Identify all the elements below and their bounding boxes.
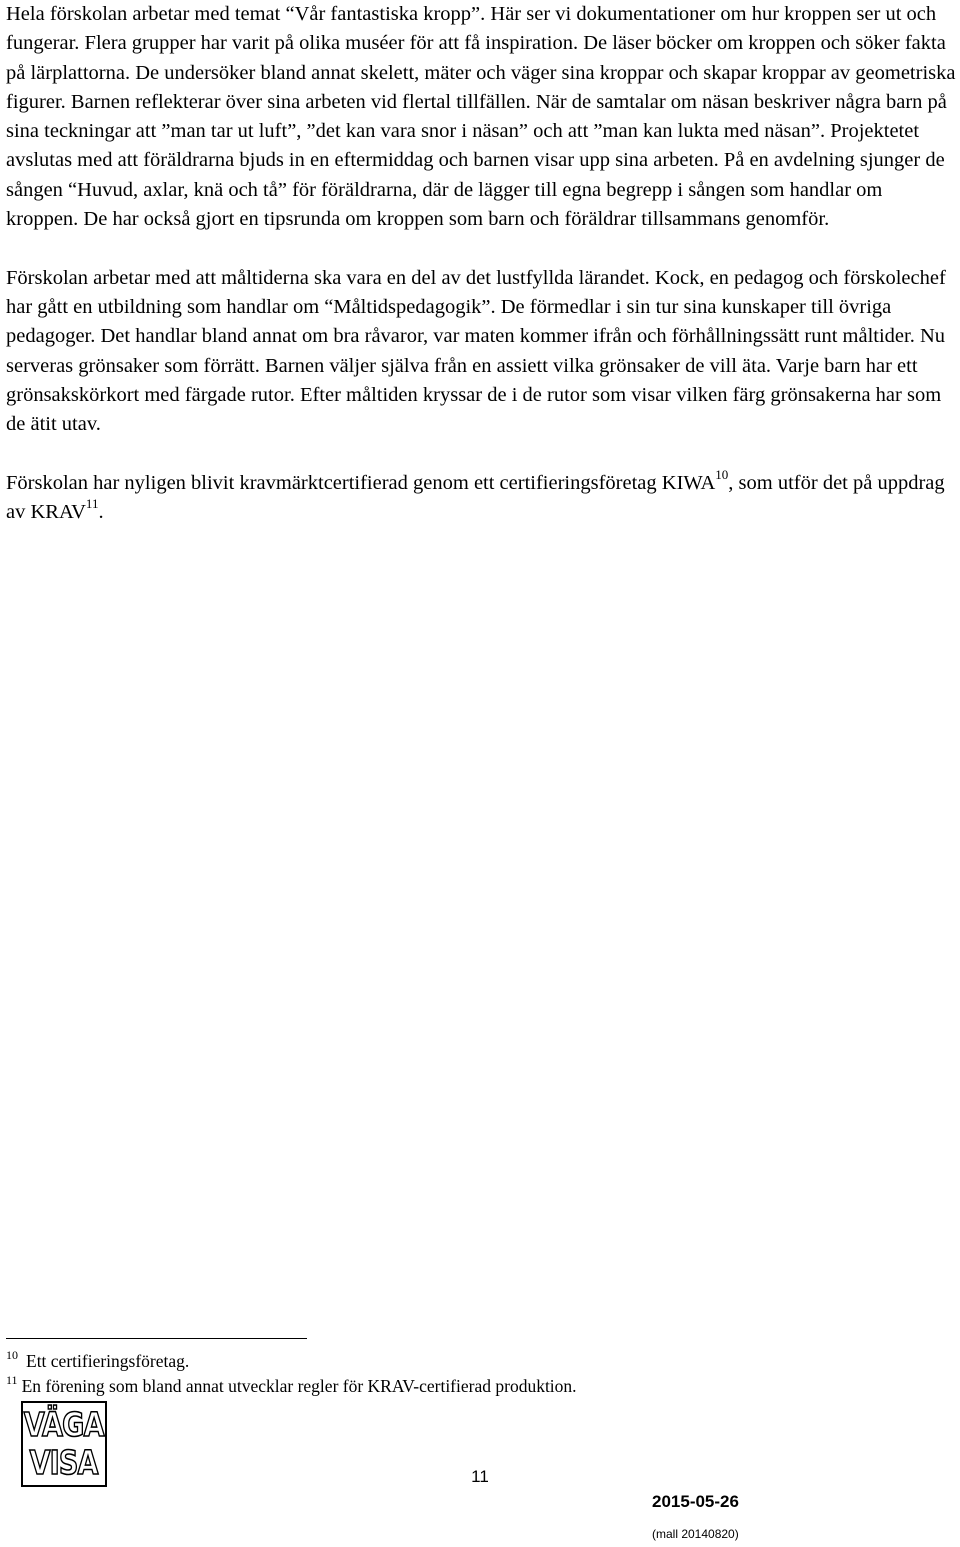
logo-line-1: VÄGA	[24, 1405, 104, 1444]
page-number: 11	[471, 1467, 489, 1486]
footnote-ref-11[interactable]: 11	[85, 496, 99, 512]
footnote-number: 11	[6, 1373, 18, 1388]
template-reference: (mall 20140820)	[652, 1527, 739, 1541]
footnote-10	[6, 1350, 189, 1372]
footnote-number: 10	[6, 1348, 18, 1363]
footnote-text: Ett certifieringsföretag.	[26, 1351, 190, 1371]
paragraph-certification-text-c: .	[98, 501, 104, 524]
document-date: 2015-05-26	[652, 1492, 739, 1511]
footnote-text: En förening som bland annat utvecklar regler för KRAV-certifierad produktion.	[21, 1376, 577, 1396]
footnote-separator	[6, 1338, 307, 1339]
paragraph-certification	[6, 466, 956, 528]
body-text	[6, 0, 956, 557]
footnote-ref-10[interactable]: 10	[715, 466, 729, 482]
paragraph-certification-text-b: , som utför det på uppdrag av KRAV	[6, 471, 945, 524]
paragraph-certification-text-a: Förskolan har nyligen blivit kravmärktcertifierad genom ett certifieringsföretag KIWA	[6, 471, 716, 494]
paragraph-theme: Hela förskolan arbetar med temat “Vår fantastiska kropp”. Här ser vi dokumentationer om hur kroppen ser ut och fungerar. Flera grupper har varit på olika muséer för att få inspiration. De läser böcker om kroppen och söker fakta på lärplattorna. De undersöker bland annat skelett, mäter och väger sina kroppar och skapar kroppar av geometriska figurer. Barnen reflekterar över sina arbeten vid flertal tillfällen. När de samtalar om näsan beskriver några barn på sina teckningar att ”man tar ut luft”, ”det kan vara snor i näsan” och att ”man kan lukta med näsan”. Projektetet avslutas med att föräldrarna bjuds in en eftermiddag och barnen visar upp sina arbeten. På en avdelning sjunger de sången “Huvud, axlar, knä och tå” för föräldrarna, där de lägger till egna begrepp i sången som handlar om kroppen. De har också gjort en tipsrunda om kroppen som barn och föräldrar tillsammans genomför.	[6, 3, 956, 231]
logo-line-2: VISA	[29, 1443, 99, 1482]
footnote-11	[6, 1375, 577, 1397]
paragraph-meals: Förskolan arbetar med att måltiderna ska vara en del av det lustfyllda lärandet. Kock, en pedagog och förskolechef har gått en utbildning som handlar om “Måltidspedagogik”. De förmedlar i sin tur sina kunskaper till övriga pedagoger. Det handlar bland annat om bra råvaror, var maten kommer ifrån och förhållningssätt runt måltider. Nu serveras grönsaker som förrätt. Barnen väljer själva från en assiett vilka grönsaker de vill äta. Varje barn har ett grönsakskörkort med färgade rutor. Efter måltiden kryssar de i de rutor som visar vilken färg grönsakerna har som de ätit utav.	[6, 266, 946, 436]
vaga-visa-logo	[21, 1401, 107, 1487]
